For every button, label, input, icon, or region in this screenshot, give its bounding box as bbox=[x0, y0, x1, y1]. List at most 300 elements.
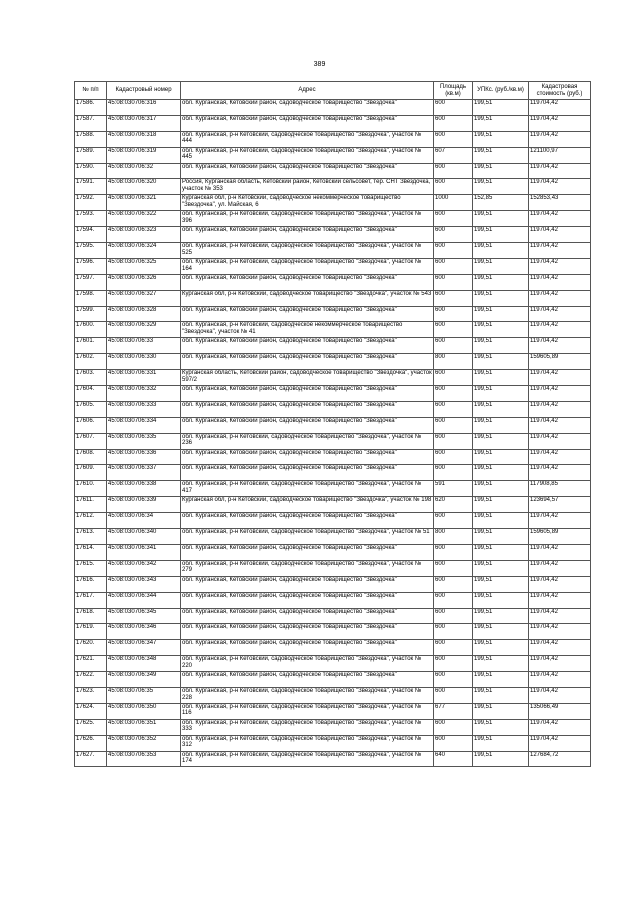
address-cell: обл. Курганская, р-н Кетовский, садоводческое товарищество "Звездочка", участок № 174 bbox=[181, 751, 434, 767]
row-number-cell: 17613. bbox=[75, 529, 107, 545]
area-cell: 600 bbox=[434, 687, 473, 703]
address-cell: обл. Курганская, Кетовский район, садоводческое товарищество "Звездочка" bbox=[181, 338, 434, 354]
address-cell: обл. Курганская, Кетовский район, садоводческое товарищество "Звездочка" bbox=[181, 640, 434, 656]
upks-cell: 199,51 bbox=[473, 529, 529, 545]
cadastral-cost-cell: 119704,42 bbox=[529, 163, 591, 179]
address-cell: Россия, Курганская область, Кетовский район, Кетовский сельсовет, тер. СНТ Звездочка, участок № 353 bbox=[181, 179, 434, 195]
upks-cell: 199,51 bbox=[473, 338, 529, 354]
table-row bbox=[75, 640, 591, 656]
upks-cell: 199,51 bbox=[473, 465, 529, 481]
table-row bbox=[75, 306, 591, 322]
upks-cell: 199,51 bbox=[473, 290, 529, 306]
area-cell: 600 bbox=[434, 560, 473, 576]
cadastral-number-cell: 45:08:030706:352 bbox=[107, 735, 181, 751]
cadastral-cost-cell: 119704,42 bbox=[529, 560, 591, 576]
table-row bbox=[75, 560, 591, 576]
address-cell: обл. Курганская, Кетовский район, садоводческое товарищество "Звездочка" bbox=[181, 449, 434, 465]
address-cell: обл. Курганская, Кетовский район, садоводческое товарищество "Звездочка" bbox=[181, 544, 434, 560]
row-number-cell: 17607. bbox=[75, 433, 107, 449]
upks-cell: 199,51 bbox=[473, 687, 529, 703]
area-cell: 600 bbox=[434, 243, 473, 259]
cadastral-number-cell: 45:08:030706:333 bbox=[107, 401, 181, 417]
cadastral-cost-cell: 119704,42 bbox=[529, 370, 591, 386]
area-cell: 600 bbox=[434, 115, 473, 131]
area-cell: 600 bbox=[434, 592, 473, 608]
row-number-cell: 17626. bbox=[75, 735, 107, 751]
table-row bbox=[75, 576, 591, 592]
cadastral-cost-cell: 127684,72 bbox=[529, 751, 591, 767]
table-row bbox=[75, 211, 591, 227]
cadastral-cost-cell: 119704,42 bbox=[529, 258, 591, 274]
area-cell: 600 bbox=[434, 513, 473, 529]
upks-cell: 199,51 bbox=[473, 274, 529, 290]
cadastral-cost-cell: 119704,42 bbox=[529, 672, 591, 688]
area-cell: 1000 bbox=[434, 195, 473, 211]
area-cell: 600 bbox=[434, 672, 473, 688]
table-row bbox=[75, 529, 591, 545]
upks-cell: 199,51 bbox=[473, 719, 529, 735]
cadastral-number-cell: 45:08:030706:342 bbox=[107, 560, 181, 576]
upks-cell: 199,51 bbox=[473, 608, 529, 624]
table-header-row bbox=[75, 82, 591, 100]
row-number-cell: 17618. bbox=[75, 608, 107, 624]
cadastral-number-cell: 45:08:030706:343 bbox=[107, 576, 181, 592]
table-row bbox=[75, 465, 591, 481]
row-number-cell: 17586. bbox=[75, 100, 107, 116]
cadastral-cost-cell: 119704,42 bbox=[529, 401, 591, 417]
upks-cell: 199,51 bbox=[473, 401, 529, 417]
row-number-cell: 17610. bbox=[75, 481, 107, 497]
address-cell: обл. Курганская, Кетовский район, садоводческое товарищество "Звездочка" bbox=[181, 513, 434, 529]
cadastral-number-cell: 45:08:030706:350 bbox=[107, 703, 181, 719]
address-cell: обл. Курганская, р-н Кетовский, садоводческое товарищество "Звездочка", участок № 444 bbox=[181, 131, 434, 147]
cadastral-number-cell: 45:08:030706:337 bbox=[107, 465, 181, 481]
cadastral-cost-cell: 159605,89 bbox=[529, 354, 591, 370]
row-number-cell: 17622. bbox=[75, 672, 107, 688]
upks-cell: 199,51 bbox=[473, 131, 529, 147]
cadastral-number-cell: 45:08:030706:353 bbox=[107, 751, 181, 767]
row-number-cell: 17601. bbox=[75, 338, 107, 354]
cadastral-cost-cell: 152853,43 bbox=[529, 195, 591, 211]
cadastral-number-cell: 45:08:030706:332 bbox=[107, 386, 181, 402]
table-body bbox=[75, 100, 591, 767]
header-address: Адрес bbox=[181, 82, 434, 100]
table-row bbox=[75, 687, 591, 703]
cadastral-cost-cell: 119704,42 bbox=[529, 131, 591, 147]
area-cell: 600 bbox=[434, 465, 473, 481]
table-row bbox=[75, 322, 591, 338]
row-number-cell: 17589. bbox=[75, 147, 107, 163]
cadastral-number-cell: 45:08:030706:327 bbox=[107, 290, 181, 306]
address-cell: обл. Курганская, Кетовский район, садоводческое товарищество "Звездочка" bbox=[181, 672, 434, 688]
cadastral-number-cell: 45:08:030706:35 bbox=[107, 687, 181, 703]
table-row bbox=[75, 115, 591, 131]
row-number-cell: 17592. bbox=[75, 195, 107, 211]
upks-cell: 199,51 bbox=[473, 417, 529, 433]
address-cell: обл. Курганская, р-н Кетовский, садоводческое товарищество "Звездочка", участок № 220 bbox=[181, 656, 434, 672]
cadastral-number-cell: 45:08:030706:349 bbox=[107, 672, 181, 688]
table-row bbox=[75, 131, 591, 147]
header-area: Площадь (кв.м) bbox=[434, 82, 473, 100]
upks-cell: 199,51 bbox=[473, 513, 529, 529]
area-cell: 600 bbox=[434, 274, 473, 290]
address-cell: обл. Курганская, Кетовский район, садоводческое товарищество "Звездочка" bbox=[181, 274, 434, 290]
area-cell: 677 bbox=[434, 703, 473, 719]
table-row bbox=[75, 386, 591, 402]
address-cell: обл. Курганская, р-н Кетовский, садоводческое товарищество "Звездочка", участок № 445 bbox=[181, 147, 434, 163]
row-number-cell: 17600. bbox=[75, 322, 107, 338]
address-cell: обл. Курганская, р-н Кетовский, садоводческое товарищество "Звездочка", участок № 333 bbox=[181, 719, 434, 735]
cadastral-number-cell: 45:08:030706:340 bbox=[107, 529, 181, 545]
area-cell: 600 bbox=[434, 449, 473, 465]
cadastral-value-table bbox=[74, 81, 591, 767]
address-cell: обл. Курганская, р-н Кетовский, садоводческое товарищество "Звездочка", участок № 228 bbox=[181, 687, 434, 703]
cadastral-cost-cell: 119704,42 bbox=[529, 608, 591, 624]
row-number-cell: 17623. bbox=[75, 687, 107, 703]
table-row bbox=[75, 433, 591, 449]
row-number-cell: 17590. bbox=[75, 163, 107, 179]
cadastral-cost-cell: 119704,42 bbox=[529, 592, 591, 608]
cadastral-cost-cell: 119704,42 bbox=[529, 640, 591, 656]
cadastral-number-cell: 45:08:030706:32 bbox=[107, 163, 181, 179]
area-cell: 640 bbox=[434, 751, 473, 767]
row-number-cell: 17627. bbox=[75, 751, 107, 767]
upks-cell: 199,51 bbox=[473, 433, 529, 449]
header-upks: УПКс. (руб./кв.м) bbox=[473, 82, 529, 100]
table-row bbox=[75, 163, 591, 179]
address-cell: обл. Курганская, Кетовский район, садоводческое товарищество "Звездочка" bbox=[181, 417, 434, 433]
cadastral-number-cell: 45:08:030706:341 bbox=[107, 544, 181, 560]
row-number-cell: 17621. bbox=[75, 656, 107, 672]
page-number: 389 bbox=[313, 61, 326, 68]
cadastral-number-cell: 45:08:030706:347 bbox=[107, 640, 181, 656]
cadastral-cost-cell: 119704,42 bbox=[529, 449, 591, 465]
upks-cell: 152,85 bbox=[473, 195, 529, 211]
address-cell: Курганская обл, р-н Кетовский, садоводческое некоммерческое товарищество "Звездочка", ул. Майская, 6 bbox=[181, 195, 434, 211]
area-cell: 600 bbox=[434, 656, 473, 672]
upks-cell: 199,51 bbox=[473, 640, 529, 656]
area-cell: 600 bbox=[434, 322, 473, 338]
header-cadastral-cost: Кадастровая стоимость (руб.) bbox=[529, 82, 591, 100]
address-cell: обл. Курганская, Кетовский район, садоводческое товарищество "Звездочка" bbox=[181, 576, 434, 592]
cadastral-cost-cell: 119704,42 bbox=[529, 290, 591, 306]
cadastral-cost-cell: 119704,42 bbox=[529, 735, 591, 751]
table-row bbox=[75, 481, 591, 497]
table-row bbox=[75, 274, 591, 290]
row-number-cell: 17588. bbox=[75, 131, 107, 147]
cadastral-cost-cell: 159605,89 bbox=[529, 529, 591, 545]
area-cell: 600 bbox=[434, 290, 473, 306]
upks-cell: 199,51 bbox=[473, 624, 529, 640]
table-row bbox=[75, 672, 591, 688]
address-cell: обл. Курганская, р-н Кетовский, садоводческое товарищество "Звездочка", участок № 116 bbox=[181, 703, 434, 719]
cadastral-number-cell: 45:08:030706:345 bbox=[107, 608, 181, 624]
cadastral-cost-cell: 119704,42 bbox=[529, 274, 591, 290]
row-number-cell: 17609. bbox=[75, 465, 107, 481]
row-number-cell: 17594. bbox=[75, 227, 107, 243]
upks-cell: 199,51 bbox=[473, 147, 529, 163]
area-cell: 600 bbox=[434, 258, 473, 274]
cadastral-number-cell: 45:08:030706:321 bbox=[107, 195, 181, 211]
upks-cell: 199,51 bbox=[473, 100, 529, 116]
table-row bbox=[75, 370, 591, 386]
address-cell: обл. Курганская, р-н Кетовский, садоводческое товарищество "Звездочка", участок № 525 bbox=[181, 243, 434, 259]
cadastral-cost-cell: 119704,42 bbox=[529, 100, 591, 116]
table-row bbox=[75, 401, 591, 417]
table-row bbox=[75, 258, 591, 274]
row-number-cell: 17616. bbox=[75, 576, 107, 592]
cadastral-number-cell: 45:08:030706:344 bbox=[107, 592, 181, 608]
row-number-cell: 17605. bbox=[75, 401, 107, 417]
address-cell: обл. Курганская, р-н Кетовский, садоводческое товарищество "Звездочка", участок № 236 bbox=[181, 433, 434, 449]
upks-cell: 199,51 bbox=[473, 243, 529, 259]
cadastral-cost-cell: 119704,42 bbox=[529, 243, 591, 259]
upks-cell: 199,51 bbox=[473, 703, 529, 719]
cadastral-number-cell: 45:08:030706:322 bbox=[107, 211, 181, 227]
address-cell: обл. Курганская, р-н Кетовский, садоводческое товарищество "Звездочка", участок № 417 bbox=[181, 481, 434, 497]
area-cell: 600 bbox=[434, 386, 473, 402]
area-cell: 600 bbox=[434, 401, 473, 417]
address-cell: обл. Курганская, Кетовский район, садоводческое товарищество "Звездочка" bbox=[181, 227, 434, 243]
cadastral-number-cell: 45:08:030706:346 bbox=[107, 624, 181, 640]
area-cell: 600 bbox=[434, 163, 473, 179]
cadastral-cost-cell: 119704,42 bbox=[529, 322, 591, 338]
cadastral-number-cell: 45:08:030706:320 bbox=[107, 179, 181, 195]
row-number-cell: 17604. bbox=[75, 386, 107, 402]
header-row-number: № п/п bbox=[75, 82, 107, 100]
cadastral-cost-cell: 119704,42 bbox=[529, 576, 591, 592]
cadastral-number-cell: 45:08:030706:326 bbox=[107, 274, 181, 290]
cadastral-number-cell: 45:08:030706:331 bbox=[107, 370, 181, 386]
table-row bbox=[75, 449, 591, 465]
header-cadastral-number: Кадастровый номер bbox=[107, 82, 181, 100]
cadastral-cost-cell: 119704,42 bbox=[529, 306, 591, 322]
row-number-cell: 17614. bbox=[75, 544, 107, 560]
table-row bbox=[75, 624, 591, 640]
row-number-cell: 17615. bbox=[75, 560, 107, 576]
cadastral-number-cell: 45:08:030706:317 bbox=[107, 115, 181, 131]
row-number-cell: 17611. bbox=[75, 497, 107, 513]
address-cell: обл. Курганская, Кетовский район, садоводческое товарищество "Звездочка" bbox=[181, 100, 434, 116]
cadastral-number-cell: 45:08:030706:336 bbox=[107, 449, 181, 465]
area-cell: 600 bbox=[434, 608, 473, 624]
table-row bbox=[75, 338, 591, 354]
row-number-cell: 17608. bbox=[75, 449, 107, 465]
area-cell: 800 bbox=[434, 529, 473, 545]
table-row bbox=[75, 354, 591, 370]
table-row bbox=[75, 227, 591, 243]
table-row bbox=[75, 703, 591, 719]
area-cell: 600 bbox=[434, 624, 473, 640]
cadastral-number-cell: 45:08:030706:329 bbox=[107, 322, 181, 338]
cadastral-cost-cell: 119704,42 bbox=[529, 338, 591, 354]
area-cell: 600 bbox=[434, 719, 473, 735]
table-row bbox=[75, 417, 591, 433]
cadastral-cost-cell: 119704,42 bbox=[529, 719, 591, 735]
cadastral-number-cell: 45:08:030706:330 bbox=[107, 354, 181, 370]
row-number-cell: 17606. bbox=[75, 417, 107, 433]
cadastral-cost-cell: 119704,42 bbox=[529, 211, 591, 227]
row-number-cell: 17587. bbox=[75, 115, 107, 131]
upks-cell: 199,51 bbox=[473, 386, 529, 402]
cadastral-number-cell: 45:08:030706:338 bbox=[107, 481, 181, 497]
cadastral-number-cell: 45:08:030706:334 bbox=[107, 417, 181, 433]
upks-cell: 199,51 bbox=[473, 179, 529, 195]
address-cell: обл. Курганская, Кетовский район, садоводческое товарищество "Звездочка" bbox=[181, 163, 434, 179]
area-cell: 600 bbox=[434, 306, 473, 322]
cadastral-cost-cell: 119704,42 bbox=[529, 417, 591, 433]
address-cell: обл. Курганская, р-н Кетовский, садоводческое товарищество "Звездочка", участок № 51 bbox=[181, 529, 434, 545]
upks-cell: 199,51 bbox=[473, 163, 529, 179]
upks-cell: 199,51 bbox=[473, 560, 529, 576]
address-cell: Курганская обл, р-н Кетовский, садоводческое товарищество "Звездочка", участок № 198 bbox=[181, 497, 434, 513]
area-cell: 600 bbox=[434, 370, 473, 386]
area-cell: 600 bbox=[434, 131, 473, 147]
cadastral-cost-cell: 119704,42 bbox=[529, 656, 591, 672]
table-row bbox=[75, 656, 591, 672]
upks-cell: 199,51 bbox=[473, 258, 529, 274]
address-cell: обл. Курганская, Кетовский район, садоводческое товарищество "Звездочка" bbox=[181, 401, 434, 417]
table-row bbox=[75, 497, 591, 513]
table-row bbox=[75, 100, 591, 116]
row-number-cell: 17603. bbox=[75, 370, 107, 386]
row-number-cell: 17596. bbox=[75, 258, 107, 274]
row-number-cell: 17619. bbox=[75, 624, 107, 640]
upks-cell: 199,51 bbox=[473, 481, 529, 497]
row-number-cell: 17595. bbox=[75, 243, 107, 259]
cadastral-number-cell: 45:08:030706:34 bbox=[107, 513, 181, 529]
area-cell: 591 bbox=[434, 481, 473, 497]
address-cell: обл. Курганская, р-н Кетовский, садоводческое товарищество "Звездочка", участок № 279 bbox=[181, 560, 434, 576]
cadastral-cost-cell: 117908,85 bbox=[529, 481, 591, 497]
area-cell: 600 bbox=[434, 417, 473, 433]
cadastral-cost-cell: 119704,42 bbox=[529, 433, 591, 449]
address-cell: обл. Курганская, Кетовский район, садоводческое товарищество "Звездочка" bbox=[181, 592, 434, 608]
cadastral-number-cell: 45:08:030706:33 bbox=[107, 338, 181, 354]
area-cell: 800 bbox=[434, 354, 473, 370]
area-cell: 600 bbox=[434, 735, 473, 751]
cadastral-number-cell: 45:08:030706:325 bbox=[107, 258, 181, 274]
address-cell: обл. Курганская, Кетовский район, садоводческое товарищество "Звездочка" bbox=[181, 306, 434, 322]
upks-cell: 199,51 bbox=[473, 497, 529, 513]
address-cell: Курганская обл, р-н Кетовский, садоводческое товарищество "Звездочка", участок № 543 bbox=[181, 290, 434, 306]
table-row bbox=[75, 751, 591, 767]
upks-cell: 199,51 bbox=[473, 306, 529, 322]
row-number-cell: 17591. bbox=[75, 179, 107, 195]
address-cell: Курганская область, Кетовский район, садоводческое товарищество "Звездочка", участок 597/2 bbox=[181, 370, 434, 386]
cadastral-cost-cell: 119704,42 bbox=[529, 115, 591, 131]
upks-cell: 199,51 bbox=[473, 656, 529, 672]
upks-cell: 199,51 bbox=[473, 751, 529, 767]
row-number-cell: 17625. bbox=[75, 719, 107, 735]
cadastral-cost-cell: 119704,42 bbox=[529, 544, 591, 560]
cadastral-cost-cell: 119704,42 bbox=[529, 179, 591, 195]
area-cell: 607 bbox=[434, 147, 473, 163]
cadastral-cost-cell: 123694,57 bbox=[529, 497, 591, 513]
row-number-cell: 17620. bbox=[75, 640, 107, 656]
upks-cell: 199,51 bbox=[473, 211, 529, 227]
cadastral-cost-cell: 119704,42 bbox=[529, 465, 591, 481]
cadastral-number-cell: 45:08:030706:335 bbox=[107, 433, 181, 449]
area-cell: 600 bbox=[434, 100, 473, 116]
area-cell: 600 bbox=[434, 338, 473, 354]
cadastral-number-cell: 45:08:030706:328 bbox=[107, 306, 181, 322]
address-cell: обл. Курганская, Кетовский район, садоводческое товарищество "Звездочка" bbox=[181, 354, 434, 370]
cadastral-number-cell: 45:08:030706:318 bbox=[107, 131, 181, 147]
table-row bbox=[75, 513, 591, 529]
cadastral-cost-cell: 119704,42 bbox=[529, 624, 591, 640]
table-row bbox=[75, 544, 591, 560]
address-cell: обл. Курганская, Кетовский район, садоводческое товарищество "Звездочка" bbox=[181, 465, 434, 481]
cadastral-number-cell: 45:08:030706:348 bbox=[107, 656, 181, 672]
row-number-cell: 17617. bbox=[75, 592, 107, 608]
row-number-cell: 17612. bbox=[75, 513, 107, 529]
address-cell: обл. Курганская, р-н Кетовский, садоводческое товарищество "Звездочка", участок № 164 bbox=[181, 258, 434, 274]
area-cell: 600 bbox=[434, 179, 473, 195]
cadastral-number-cell: 45:08:030706:319 bbox=[107, 147, 181, 163]
upks-cell: 199,51 bbox=[473, 370, 529, 386]
row-number-cell: 17624. bbox=[75, 703, 107, 719]
row-number-cell: 17598. bbox=[75, 290, 107, 306]
table-row bbox=[75, 592, 591, 608]
table-row bbox=[75, 719, 591, 735]
upks-cell: 199,51 bbox=[473, 115, 529, 131]
address-cell: обл. Курганская, Кетовский район, садоводческое товарищество "Звездочка" bbox=[181, 624, 434, 640]
address-cell: обл. Курганская, р-н Кетовский, садоводческое товарищество "Звездочка", участок № 396 bbox=[181, 211, 434, 227]
cadastral-cost-cell: 135066,49 bbox=[529, 703, 591, 719]
upks-cell: 199,51 bbox=[473, 544, 529, 560]
table-row bbox=[75, 290, 591, 306]
cadastral-number-cell: 45:08:030706:323 bbox=[107, 227, 181, 243]
address-cell: обл. Курганская, Кетовский район, садоводческое товарищество "Звездочка" bbox=[181, 608, 434, 624]
upks-cell: 199,51 bbox=[473, 354, 529, 370]
upks-cell: 199,51 bbox=[473, 227, 529, 243]
area-cell: 600 bbox=[434, 640, 473, 656]
upks-cell: 199,51 bbox=[473, 576, 529, 592]
table-row bbox=[75, 243, 591, 259]
row-number-cell: 17593. bbox=[75, 211, 107, 227]
row-number-cell: 17599. bbox=[75, 306, 107, 322]
address-cell: обл. Курганская, Кетовский район, садоводческое товарищество "Звездочка" bbox=[181, 386, 434, 402]
cadastral-number-cell: 45:08:030706:351 bbox=[107, 719, 181, 735]
area-cell: 600 bbox=[434, 433, 473, 449]
row-number-cell: 17597. bbox=[75, 274, 107, 290]
area-cell: 600 bbox=[434, 227, 473, 243]
table-row bbox=[75, 608, 591, 624]
table-row bbox=[75, 147, 591, 163]
upks-cell: 199,51 bbox=[473, 672, 529, 688]
cadastral-cost-cell: 119704,42 bbox=[529, 687, 591, 703]
address-cell: обл. Курганская, р-н Кетовский, садоводческое товарищество "Звездочка", участок № 312 bbox=[181, 735, 434, 751]
table-row bbox=[75, 195, 591, 211]
table-row bbox=[75, 179, 591, 195]
cadastral-number-cell: 45:08:030706:316 bbox=[107, 100, 181, 116]
address-cell: обл. Курганская, Кетовский район, садоводческое товарищество "Звездочка" bbox=[181, 115, 434, 131]
table-row bbox=[75, 735, 591, 751]
upks-cell: 199,51 bbox=[473, 735, 529, 751]
cadastral-cost-cell: 119704,42 bbox=[529, 386, 591, 402]
cadastral-number-cell: 45:08:030706:339 bbox=[107, 497, 181, 513]
cadastral-cost-cell: 121100,97 bbox=[529, 147, 591, 163]
upks-cell: 199,51 bbox=[473, 449, 529, 465]
upks-cell: 199,51 bbox=[473, 322, 529, 338]
cadastral-cost-cell: 119704,42 bbox=[529, 227, 591, 243]
area-cell: 600 bbox=[434, 576, 473, 592]
row-number-cell: 17602. bbox=[75, 354, 107, 370]
area-cell: 600 bbox=[434, 211, 473, 227]
upks-cell: 199,51 bbox=[473, 592, 529, 608]
area-cell: 620 bbox=[434, 497, 473, 513]
